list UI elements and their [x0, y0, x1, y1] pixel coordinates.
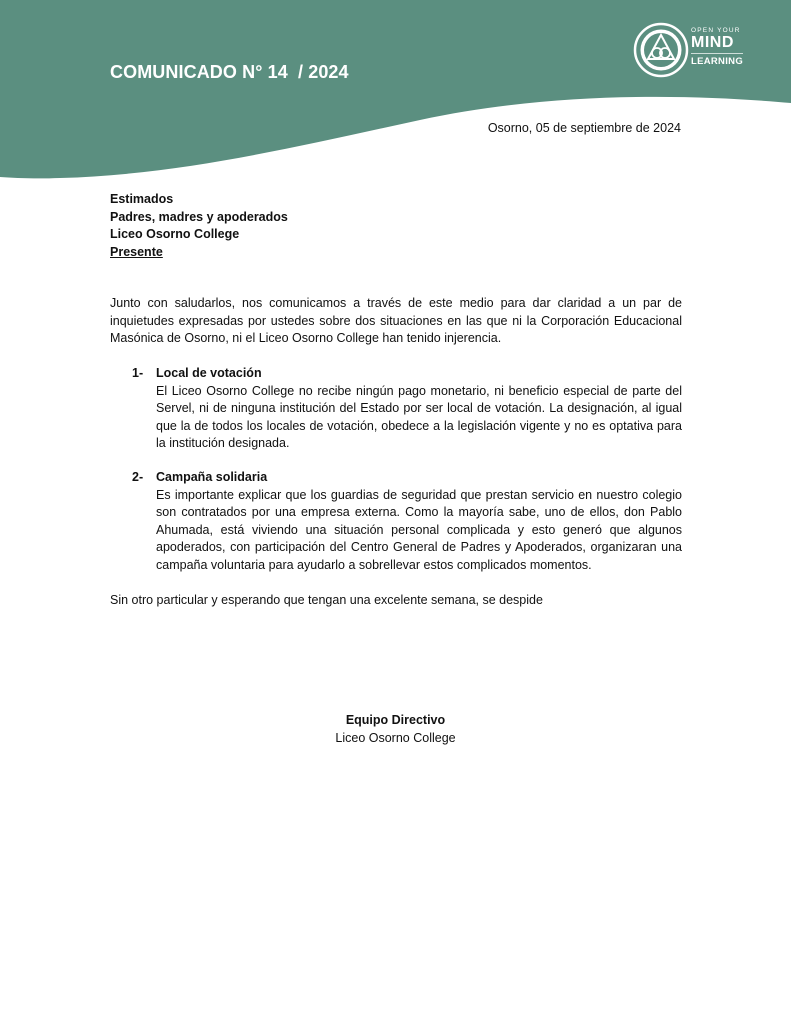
- recipient-presente: Presente: [110, 244, 163, 259]
- intro-paragraph: Junto con saludarlos, nos comunicamos a través de este medio para dar claridad a un par de inquietudes expresadas por ustedes sobre dos situaciones en las que ni la Corporación Educacional Masónica de Osorno, ni el Liceo Osorno College han tenido injerencia.: [110, 296, 682, 345]
- document-date: Osorno, 05 de septiembre de 2024: [487, 121, 681, 135]
- list-item-body: El Liceo Osorno College no recibe ningún pago monetario, ni beneficio especial de parte del Servel, ni de ninguna institución del Estado por ser local de votación. La designación, al igual que la de todos los locales de votación, obedece a la legislación vigente y no es optativa para la institución designada.: [156, 383, 682, 450]
- school-logo: [633, 22, 783, 80]
- signature-block: [0, 712, 791, 747]
- recipient-greeting: Estimados: [110, 192, 174, 206]
- list-item-heading: Campaña solidaria: [156, 470, 268, 484]
- logo-tagline-small: OPEN YOUR: [691, 27, 741, 34]
- list-item-heading: Local de votación: [156, 366, 262, 380]
- logo-tagline-big: MIND: [691, 34, 734, 51]
- recipient-parents: Padres, madres y apoderados: [110, 209, 288, 224]
- list-item-marker: 1-: [132, 366, 144, 380]
- recipient-school: Liceo Osorno College: [110, 227, 240, 241]
- list-item-marker: 2-: [132, 470, 144, 484]
- signature-organization: Liceo Osorno College: [335, 730, 456, 745]
- logo-divider: [691, 53, 743, 54]
- list-item: [110, 469, 682, 574]
- header-band: [0, 0, 791, 190]
- logo-tagline-bottom: LEARNING: [691, 56, 744, 67]
- closing-paragraph: Sin otro particular y esperando que tengan una excelente semana, se despide: [110, 593, 543, 607]
- page-title: COMUNICADO N° 14 / 2024: [110, 62, 349, 82]
- school-emblem-icon: [633, 22, 689, 78]
- signature-title: Equipo Directivo: [345, 713, 446, 727]
- logo-wordmark: [691, 26, 743, 67]
- list-item: [110, 365, 682, 453]
- recipients-block: [110, 191, 288, 261]
- list-item-body: Es importante explicar que los guardias de seguridad que prestan servicio en nuestro colegio son contratados por una empresa externa. Como la mayoría sabe, uno de ellos, don Pablo Ahumada, está viviendo una situación personal complicada y esto generó que algunos apoderados, con participación del Centro General de Padres y Apoderados, organizaran una campaña voluntaria para ayudarlo a sobrellevar estos complicados momentos.: [156, 487, 682, 572]
